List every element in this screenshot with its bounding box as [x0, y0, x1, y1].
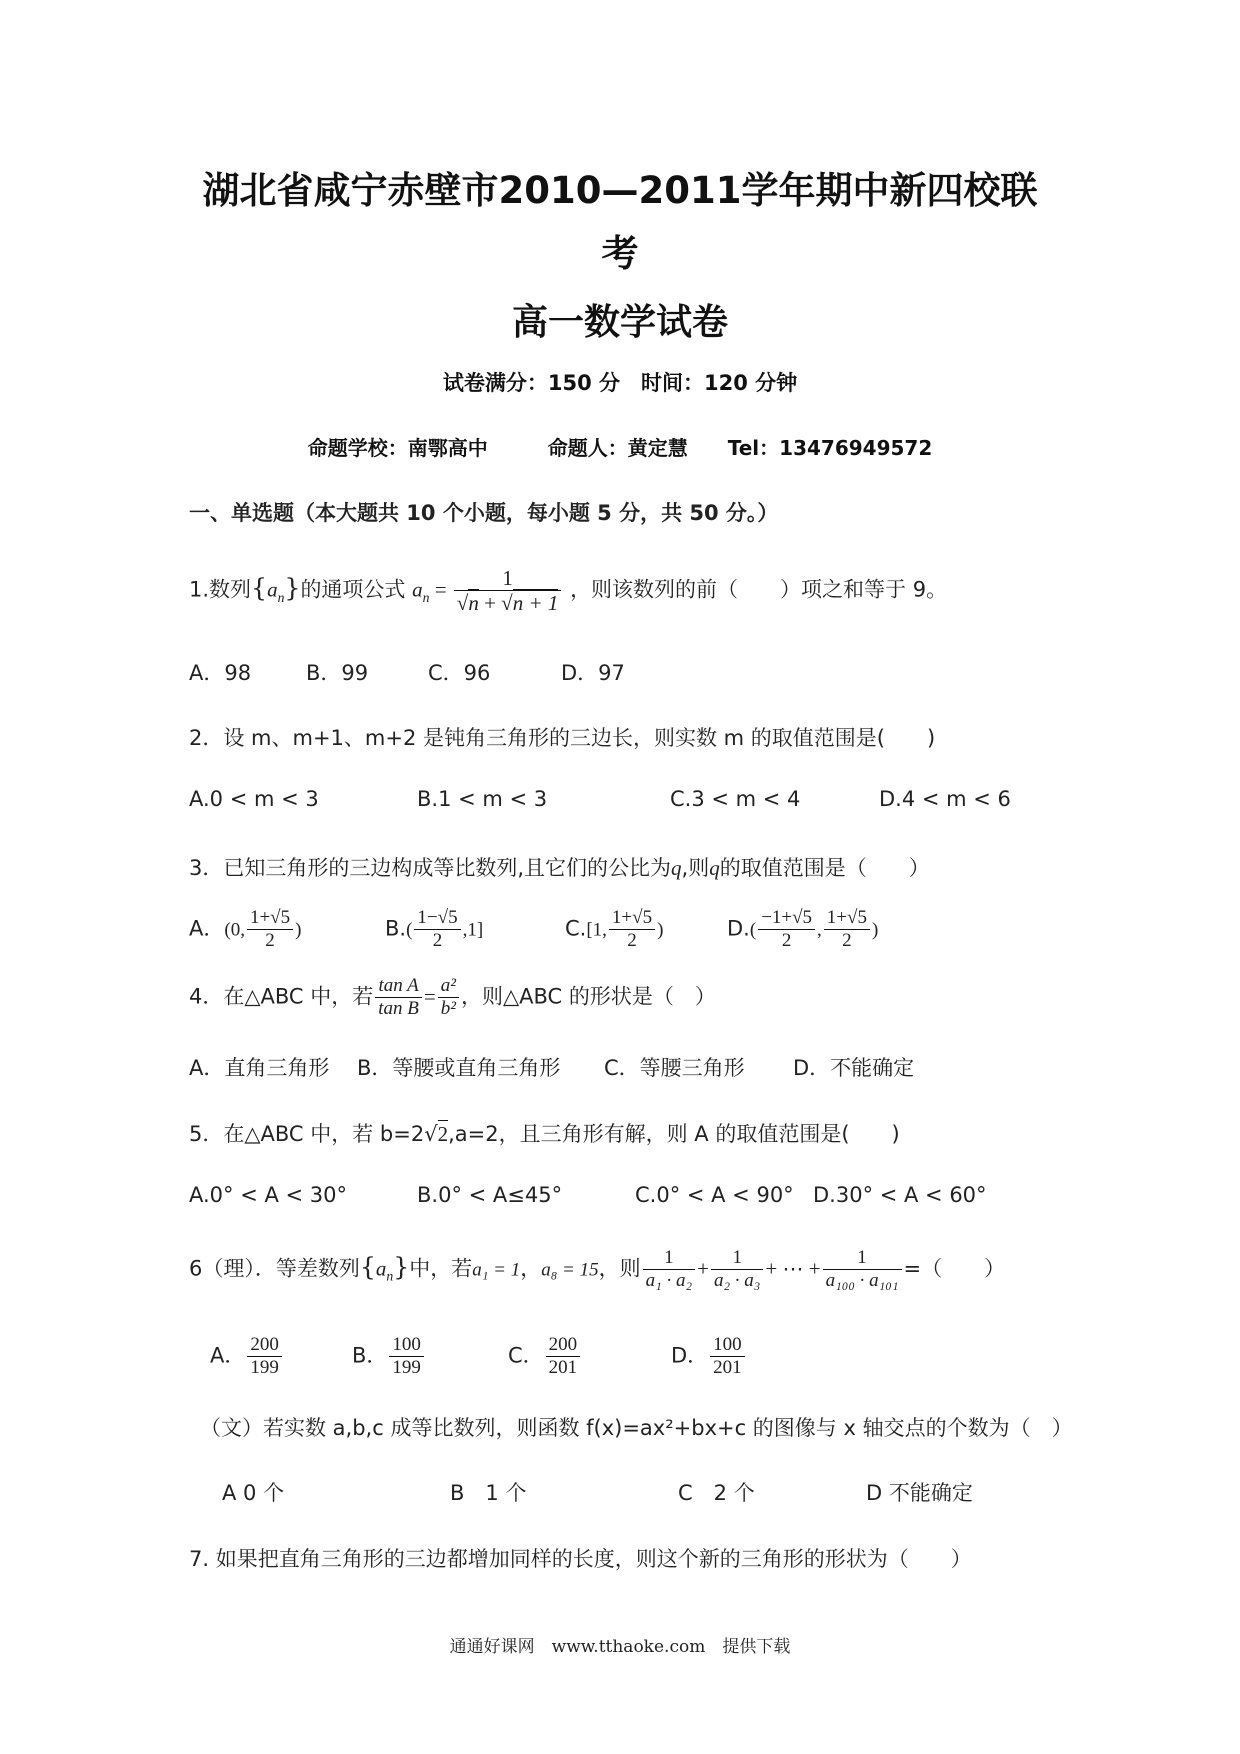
- q1-an: a: [412, 577, 423, 602]
- q1-pre: 1.数列: [189, 577, 252, 602]
- q1-mid: 的通项公式: [300, 577, 406, 602]
- q4-option-b: B．等腰或直角三角形: [357, 1056, 561, 1080]
- q6-option-b: B． $\frac{100}{199}$: [352, 1334, 426, 1379]
- title-line-1: 湖北省咸宁赤壁市2010—2011学年期中新四校联: [202, 169, 1038, 212]
- q5-option-b: B.0° < A≤45°: [417, 1183, 563, 1207]
- q2-option-c: C.3 < m < 4: [670, 787, 801, 811]
- q1-option-c: C．96: [428, 661, 491, 685]
- question-7: 7. 如果把直角三角形的三边都增加同样的长度，则这个新的三角形的形状为（ ）: [189, 1547, 972, 1571]
- exam-info: 试卷满分：150 分 时间：120 分钟: [442, 371, 798, 395]
- q3-option-b: B.( $\frac{1-√5}{2}$ ,1]: [385, 907, 484, 951]
- section-heading: 一、单选题（本大题共 10 个小题，每小题 5 分，共 50 分。）: [189, 501, 779, 525]
- q6w-option-a: A 0 个: [222, 1481, 285, 1505]
- question-4: 4．在△ABC 中，若 $\frac{\text{tan A}}{\text{tan B}}$ = $\frac{\text{a²}}{\text{b²}}$ ，则△ABC 的形状是（ ）: [189, 975, 716, 1019]
- q6w-option-d: D 不能确定: [866, 1481, 973, 1505]
- q1-fraction: $\frac{1}{√n + √n + 1}$: [454, 566, 562, 615]
- q4-option-c: C．等腰三角形: [604, 1056, 745, 1080]
- q6-option-d: D． $\frac{100}{201}$: [671, 1334, 747, 1379]
- q6-option-a: A． $\frac{200}{199}$: [210, 1334, 284, 1379]
- question-3: 3．已知三角形的三边构成等比数列,且它们的公比为q,则q的取值范围是（ ）: [189, 856, 930, 880]
- question-2: 2．设 m、m+1、m+2 是钝角三角形的三边长，则实数 m 的取值范围是( ): [189, 726, 936, 750]
- q2-option-d: D.4 < m < 6: [879, 787, 1011, 811]
- q3-option-d: D.( $\frac{-1+√5}{2}$ , $\frac{1+√5}{2}$ ): [727, 907, 879, 951]
- question-6: 6（理）．等差数列$\{a_n\}$中，若a₁ = 1，a₈ = 15，则 $\frac{1}{\text{a₁ · a₂}}$ + $\frac{1}{\text{a₂ · a₃}}$ + ⋯ + $\frac{1}{\text{a₁₀₀ · a₁₀₁}}$ =（ ）: [189, 1247, 1006, 1291]
- q4-option-d: D．不能确定: [793, 1056, 915, 1080]
- q1-post: ，则该数列的前（ ）项之和等于 9。: [570, 577, 948, 602]
- q3-option-a: A．(0, $\frac{1+√5}{2}$ ): [189, 907, 302, 951]
- q4-option-a: A．直角三角形: [189, 1056, 330, 1080]
- q6w-option-b: B 1 个: [450, 1481, 527, 1505]
- footer: 通通好课网 www.tthaoke.com 提供下载: [449, 1637, 791, 1657]
- q1-option-d: D．97: [561, 661, 625, 685]
- exam-author: 命题学校：南鄂高中 命题人：黄定慧 Tel：13476949572: [307, 436, 933, 460]
- q5-option-c: C.0° < A < 90°: [635, 1183, 794, 1207]
- question-6-wen: （文）若实数 a,b,c 成等比数列，则函数 f(x)=ax²+bx+c 的图像与 x 轴交点的个数为（ ）: [200, 1416, 1073, 1440]
- q5-option-a: A.0° < A < 30°: [189, 1183, 348, 1207]
- q2-option-b: B.1 < m < 3: [417, 787, 548, 811]
- q1-seq: a: [267, 577, 278, 602]
- q3-option-c: C.[1, $\frac{1+√5}{2}$ ): [565, 907, 664, 951]
- question-5: 5．在△ABC 中，若 b=2√2,a=2，且三角形有解，则 A 的取值范围是( ): [189, 1122, 900, 1146]
- q1-option-b: B．99: [306, 661, 369, 685]
- q6w-option-c: C 2 个: [678, 1481, 755, 1505]
- q5-option-d: D.30° < A < 60°: [813, 1183, 987, 1207]
- title-line-2: 考: [601, 232, 639, 275]
- title-line-3: 高一数学试卷: [511, 302, 728, 343]
- question-1: 1.数列$\{a_n\}$的通项公式 $a_n$ = $\frac{1}{√n + √n + 1}$ ，则该数列的前（ ）项之和等于 9。: [189, 566, 948, 616]
- q6-option-c: C． $\frac{200}{201}$: [508, 1334, 582, 1379]
- q2-option-a: A.0 < m < 3: [189, 787, 319, 811]
- q1-option-a: A．98: [189, 661, 252, 685]
